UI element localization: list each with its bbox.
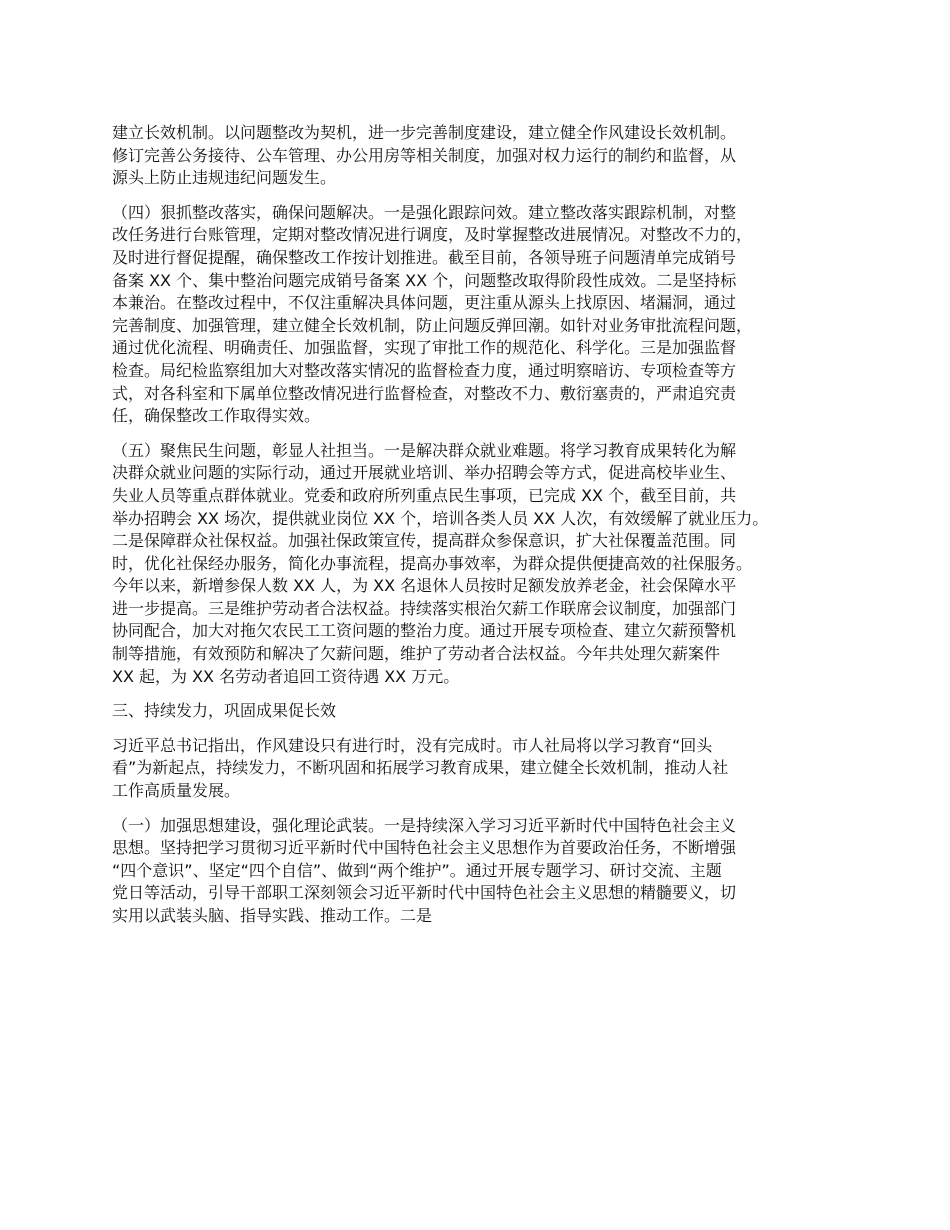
text-line: 及时进行督促提醒，确保整改工作按计划推进。截至目前，各领导班子问题清单完成销号 (112, 247, 737, 267)
text-line: 今年以来，新增参保人数 XX 人，为 XX 名退休人员按时足额发放养老金，社会保障水平 (112, 576, 737, 596)
text-line: 协同配合，加大对拖欠农民工工资问题的整治力度。通过开展专项检查、建立欠薪预警机 (112, 621, 737, 641)
text-line: 本兼治。在整改过程中，不仅注重解决具体问题，更注重从源头上找原因、堵漏洞，通过 (112, 293, 737, 313)
paragraph-ideology (112, 815, 857, 928)
heading-line: 三、持续发力，巩固成果促长效 (112, 701, 337, 721)
text-line: 源头上防止违规违纪问题发生。 (112, 168, 337, 188)
text-line: 完善制度、加强管理，建立健全长效机制，防止问题反弹回潮。如针对业务审批流程问题， (112, 315, 753, 335)
text-line: 思想。坚持把学习贯彻习近平新时代中国特色社会主义思想作为首要政治任务，不断增强 (112, 838, 737, 858)
text-line: 建立长效机制。以问题整改为契机，进一步完善制度建设，建立健全作风建设长效机制。 (112, 123, 737, 142)
text-line: 改任务进行台账管理，定期对整改情况进行调度，及时掌握整改进展情况。对整改不力的， (112, 225, 753, 245)
text-line: “四个意识”、坚定“四个自信”、做到“两个维护”。通过开展专题学习、研讨交流、主题 (112, 860, 722, 880)
text-line: 时，优化社保经办服务，简化办事流程，提高办事效率，为群众提供便捷高效的社保服务。 (112, 553, 753, 573)
paragraph-livelihood (112, 440, 857, 689)
text-line: 任，确保整改工作取得实效。 (112, 406, 321, 426)
text-line: （一）加强思想建设，强化理论武装。一是持续深入学习习近平新时代中国特色社会主义 (112, 815, 737, 835)
text-line: 式，对各科室和下属单位整改情况进行监督检查，对整改不力、敷衍塞责的，严肃追究责 (112, 383, 737, 403)
text-line: （四）狠抓整改落实，确保问题解决。一是强化跟踪问效。建立整改落实跟踪机制，对整 (112, 202, 737, 222)
text-line: 工作高质量发展。 (112, 781, 241, 801)
text-line: 失业人员等重点群体就业。党委和政府所列重点民生事项，已完成 XX 个，截至目前，共 (112, 485, 737, 505)
text-line: 习近平总书记指出，作风建设只有进行时，没有完成时。市人社局将以学习教育“回头 (112, 735, 713, 755)
text-line: 看”为新起点，持续发力，不断巩固和拓展学习教育成果，建立健全长效机制，推动人社 (112, 758, 729, 778)
text-line: XX 起，为 XX 名劳动者追回工资待遇 XX 万元。 (112, 666, 460, 686)
paragraph-institution (112, 122, 857, 190)
text-line: 党日等活动，引导干部职工深刻领会习近平新时代中国特色社会主义思想的精髓要义，切 (112, 883, 737, 903)
text-line: 决群众就业问题的实际行动，通过开展就业培训、举办招聘会等方式，促进高校毕业生、 (112, 463, 737, 483)
text-line: 举办招聘会 XX 场次，提供就业岗位 XX 个，培训各类人员 XX 人次，有效缓解了就业压力。 (112, 508, 769, 528)
text-line: 检查。局纪检监察组加大对整改落实情况的监督检查力度，通过明察暗访、专项检查等方 (112, 360, 737, 380)
document-page (112, 122, 857, 940)
text-line: 备案 XX 个、集中整治问题完成销号备案 XX 个，问题整改取得阶段性成效。二是坚持标 (112, 270, 737, 290)
text-line: 实用以武装头脑、指导实践、推动工作。二是 (112, 906, 433, 925)
text-line: 修订完善公务接待、公车管理、办公用房等相关制度，加强对权力运行的制约和监督，从 (112, 145, 737, 165)
paragraph-rectification (112, 202, 857, 428)
text-line: 进一步提高。三是维护劳动者合法权益。持续落实根治欠薪工作联席会议制度，加强部门 (112, 598, 737, 618)
text-line: 通过优化流程、明确责任、加强监督，实现了审批工作的规范化、科学化。三是加强监督 (112, 338, 737, 358)
text-line: 二是保障群众社保权益。加强社保政策宣传，提高群众参保意识，扩大社保覆盖范围。同 (112, 531, 737, 551)
paragraph-intro (112, 735, 857, 803)
text-line: （五）聚焦民生问题，彰显人社担当。一是解决群众就业难题。将学习教育成果转化为解 (112, 440, 737, 460)
section-heading (112, 700, 857, 723)
text-line: 制等措施，有效预防和解决了欠薪问题，维护了劳动者合法权益。今年共处理欠薪案件 (112, 644, 721, 664)
